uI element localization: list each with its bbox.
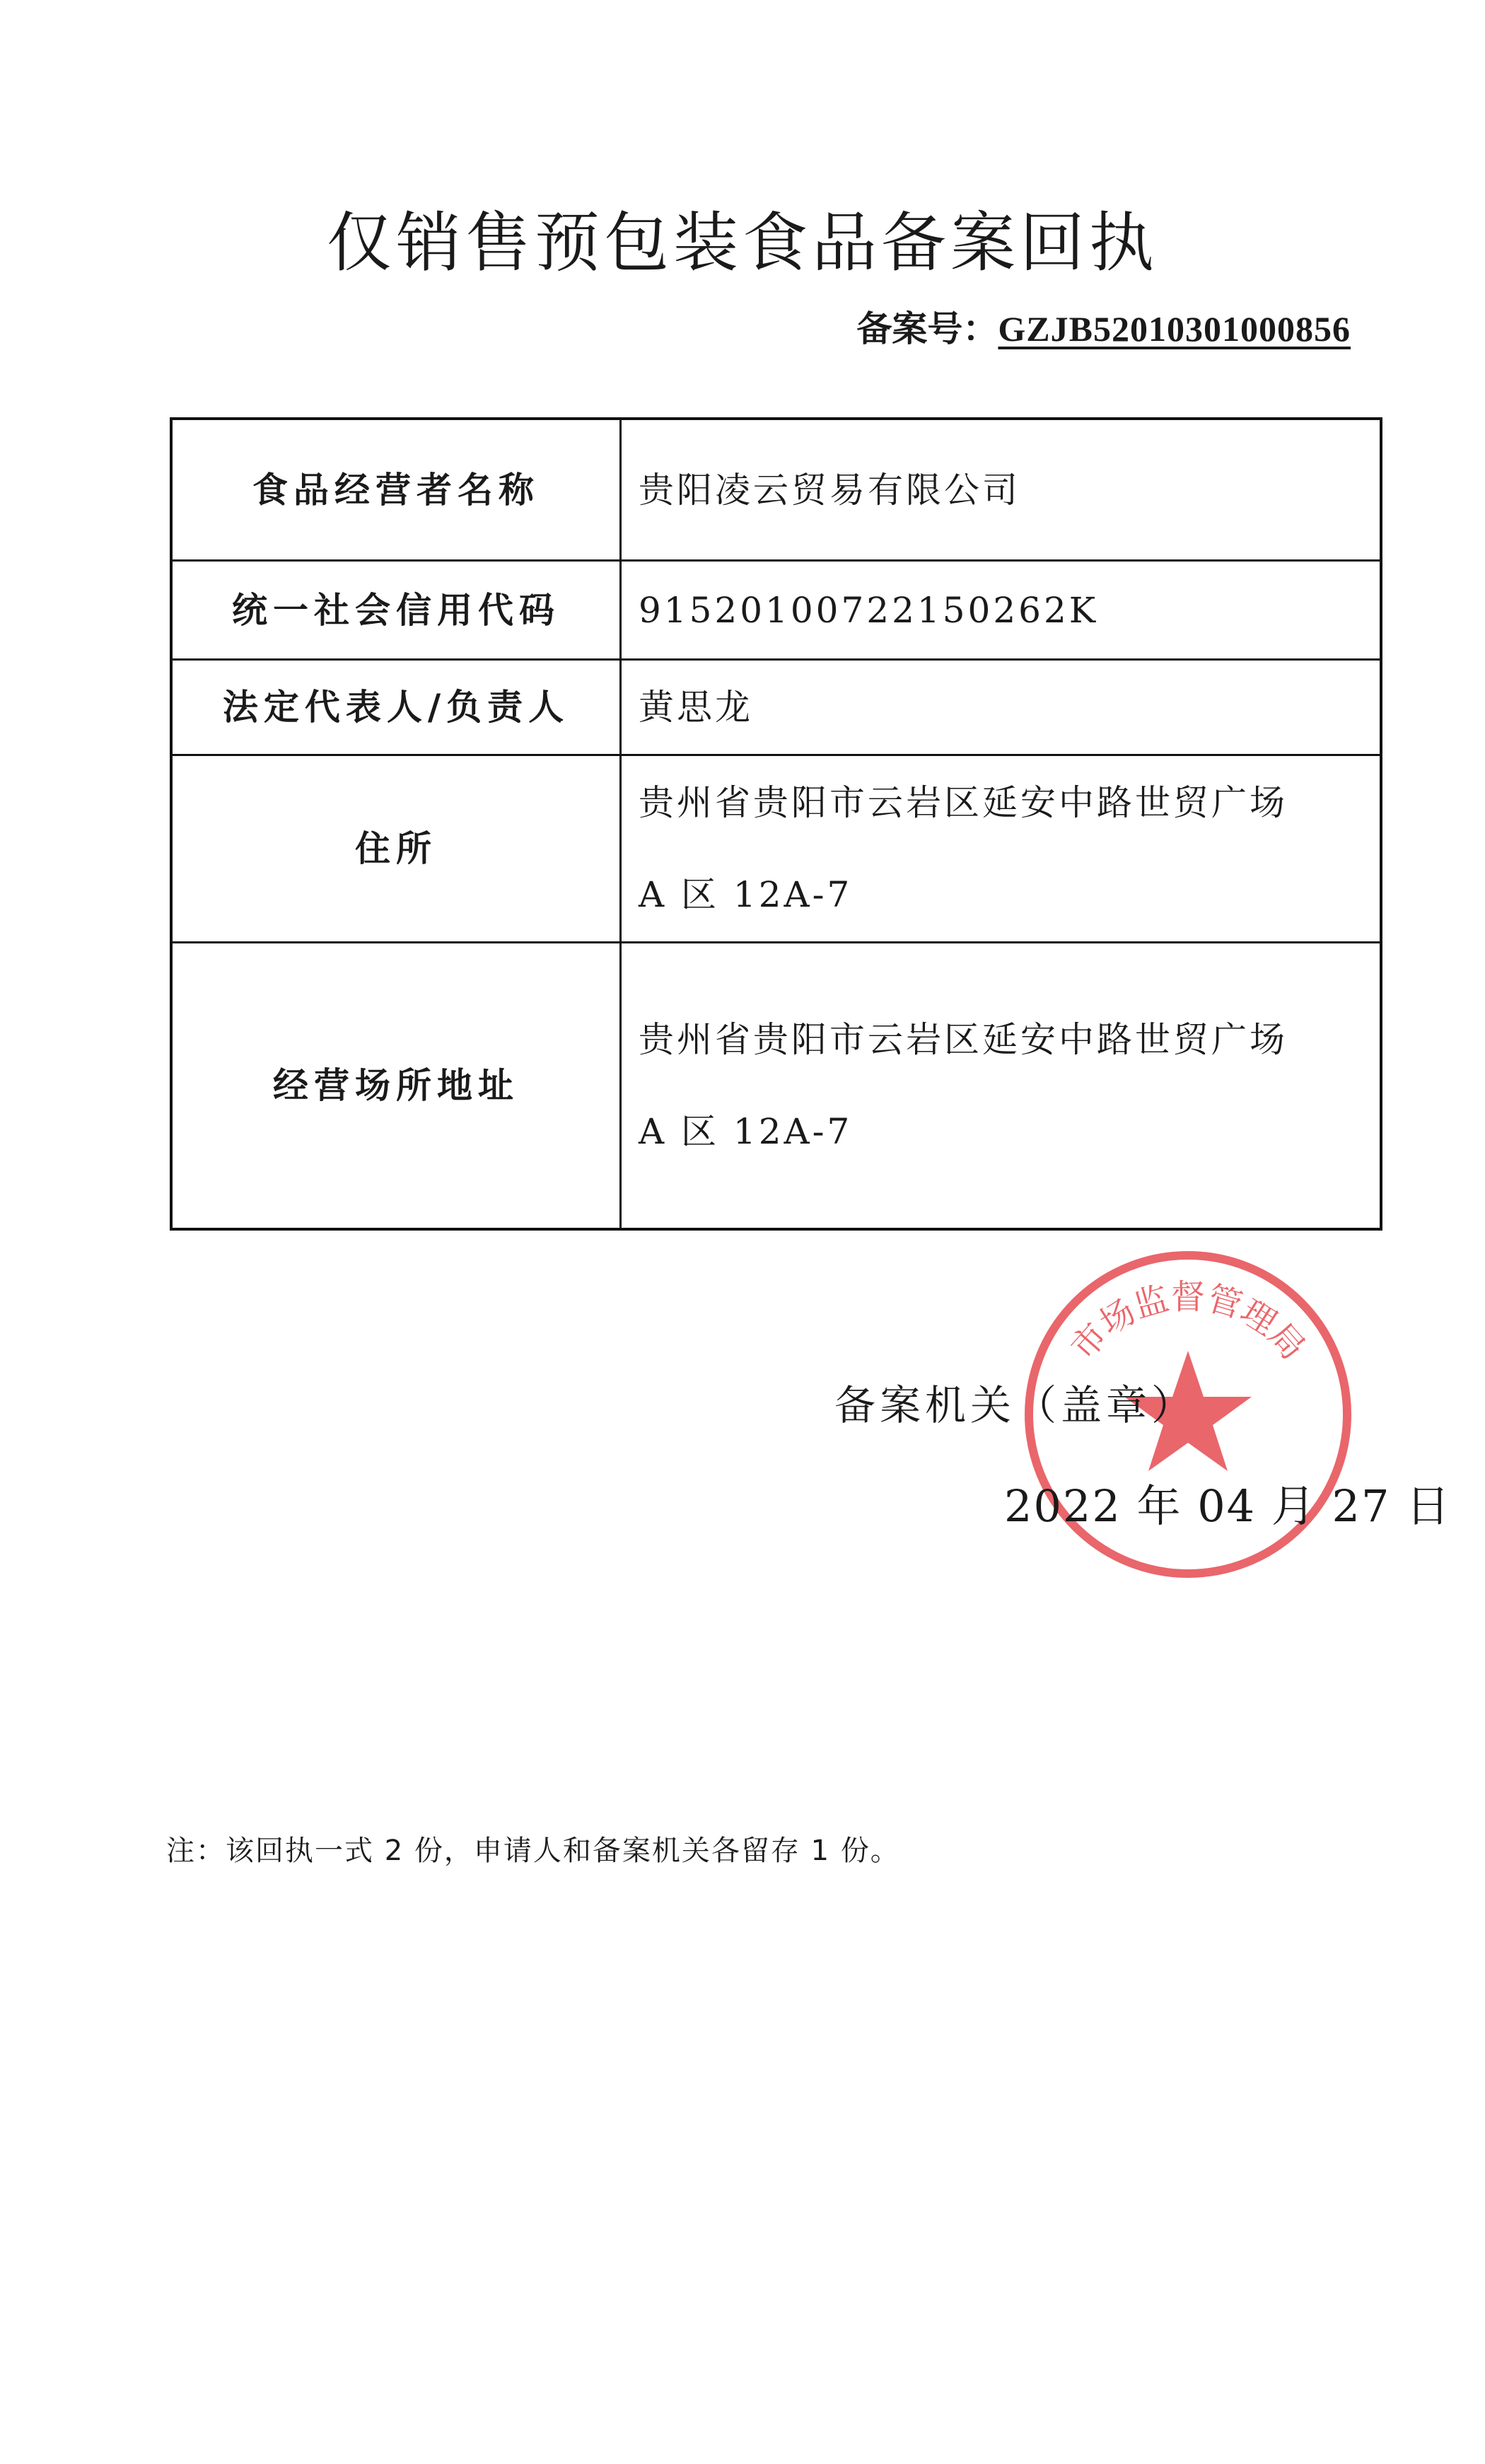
- record-number-value: GZJB52010301000856: [998, 309, 1351, 349]
- credit-code-label: 统一社会信用代码: [171, 561, 621, 660]
- operator-name-label: 食品经营者名称: [171, 419, 621, 561]
- operator-name-value: 贵阳凌云贸易有限公司: [621, 419, 1382, 561]
- table-row: [171, 755, 1381, 943]
- table-row: [171, 561, 1381, 660]
- credit-code-value: 91520100722150262K: [621, 561, 1382, 660]
- filing-info-table: [170, 417, 1382, 1231]
- residence-line-2: A 区 12A-7: [639, 873, 853, 915]
- filing-authority-text: 备案机关（盖章）: [834, 1381, 1197, 1429]
- document-title: 仅销售预包装食品备案回执: [326, 205, 1158, 281]
- table-row: [171, 660, 1381, 755]
- seal-text: 市场监督管理局: [1063, 1277, 1313, 1368]
- record-number-label: 备案号：: [856, 308, 998, 349]
- filing-date: 2022 年 04 月 27 日: [1004, 1480, 1452, 1532]
- table-row: [171, 943, 1381, 1230]
- table-row: [171, 419, 1381, 561]
- business-address-value: [621, 943, 1382, 1230]
- footnote: 注：该回执一式 2 份，申请人和备案机关各留存 1 份。: [166, 1835, 900, 1867]
- legal-person-value: 黄思龙: [621, 660, 1382, 755]
- business-address-label: 经营场所地址: [171, 943, 621, 1230]
- residence-line-1: 贵州省贵阳市云岩区延安中路世贸广场: [639, 781, 1288, 823]
- residence-value: [621, 755, 1382, 943]
- business-address-line-2: A 区 12A-7: [639, 1110, 853, 1152]
- legal-person-label: 法定代表人/负责人: [171, 660, 621, 755]
- business-address-line-1: 贵州省贵阳市云岩区延安中路世贸广场: [639, 1018, 1288, 1060]
- residence-label: 住所: [171, 755, 621, 943]
- record-number-line: [856, 301, 1351, 351]
